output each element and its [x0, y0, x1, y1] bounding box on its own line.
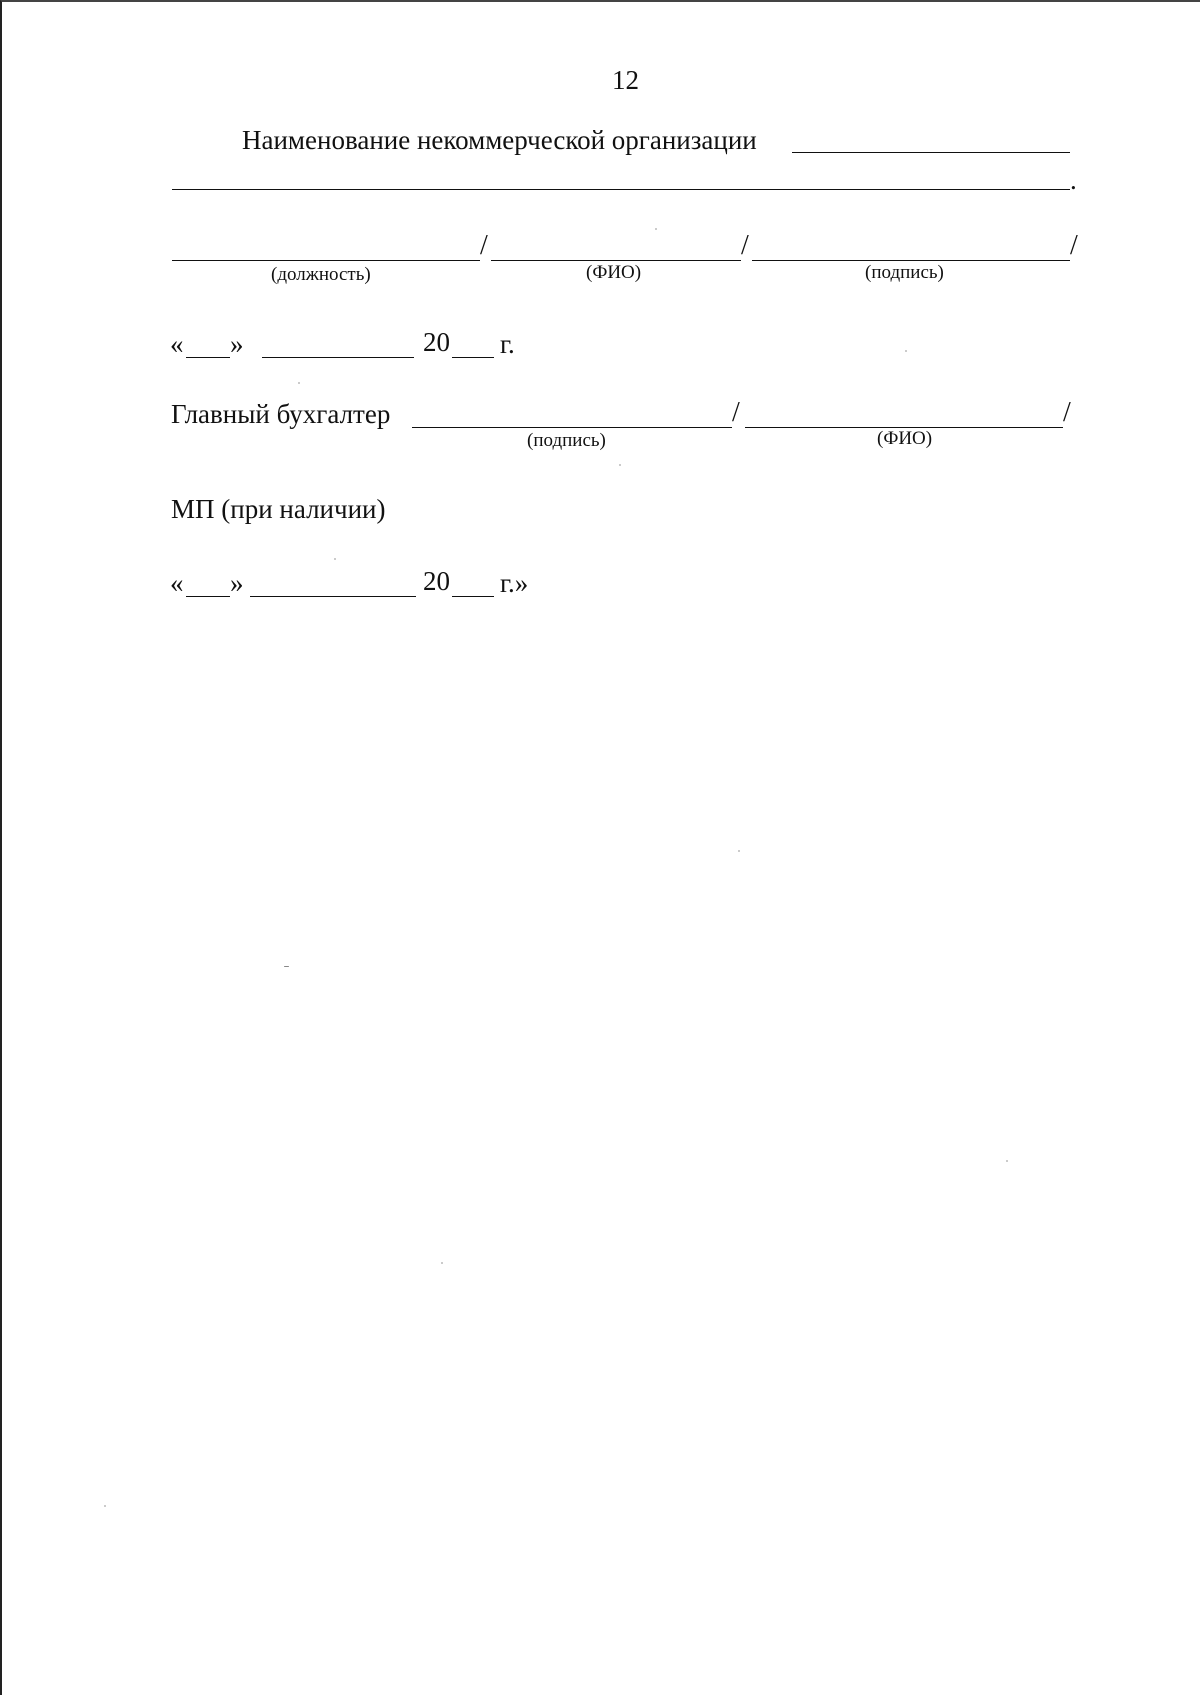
- date-suffix: г.»: [500, 568, 529, 598]
- date-year-prefix: 20: [423, 327, 450, 357]
- stamp-note: МП (при наличии): [171, 494, 386, 524]
- date-day-field-line[interactable]: [186, 596, 230, 597]
- org-name-end-mark: .: [1070, 165, 1077, 195]
- signature-field-line[interactable]: [752, 260, 1070, 261]
- date-year-field-line[interactable]: [452, 357, 494, 358]
- date-close-quote: »: [230, 568, 244, 598]
- scan-speck: [619, 464, 621, 466]
- org-name-label: Наименование некоммерческой организации: [242, 125, 757, 155]
- separator-slash: /: [741, 230, 749, 261]
- date-open-quote: «: [170, 329, 184, 359]
- caption-fio: (ФИО): [586, 262, 642, 283]
- caption-signature: (подпись): [865, 262, 944, 283]
- caption-fio: (ФИО): [877, 428, 933, 449]
- chief-accountant-signature-line[interactable]: [412, 427, 732, 428]
- separator-slash: /: [1063, 397, 1071, 428]
- separator-slash: /: [1070, 230, 1078, 261]
- date-year-field-line[interactable]: [452, 596, 494, 597]
- org-name-field-line-1[interactable]: [792, 152, 1070, 153]
- date-suffix: г.: [500, 329, 515, 359]
- scan-speck: [298, 382, 300, 384]
- separator-slash: /: [732, 397, 740, 428]
- scan-speck: [284, 966, 289, 967]
- scan-speck: [441, 1262, 443, 1264]
- page-number: 12: [612, 65, 639, 95]
- position-field-line[interactable]: [172, 260, 480, 261]
- scan-speck: [655, 228, 657, 230]
- fio-field-line[interactable]: [491, 260, 741, 261]
- org-name-field-line-2[interactable]: [172, 189, 1070, 190]
- date-close-quote: »: [230, 329, 244, 359]
- chief-accountant-label: Главный бухгалтер: [171, 399, 391, 429]
- date-month-field-line[interactable]: [262, 357, 414, 358]
- scan-speck: [1006, 1160, 1008, 1162]
- date-month-field-line[interactable]: [250, 596, 416, 597]
- date-open-quote: «: [170, 568, 184, 598]
- scan-speck: [104, 1505, 106, 1507]
- caption-signature: (подпись): [527, 430, 606, 451]
- scan-speck: [334, 558, 336, 560]
- date-year-prefix: 20: [423, 566, 450, 596]
- scan-speck: [738, 850, 740, 852]
- scan-speck: [905, 350, 907, 352]
- date-day-field-line[interactable]: [186, 357, 230, 358]
- separator-slash: /: [480, 230, 488, 261]
- caption-position: (должность): [271, 264, 371, 285]
